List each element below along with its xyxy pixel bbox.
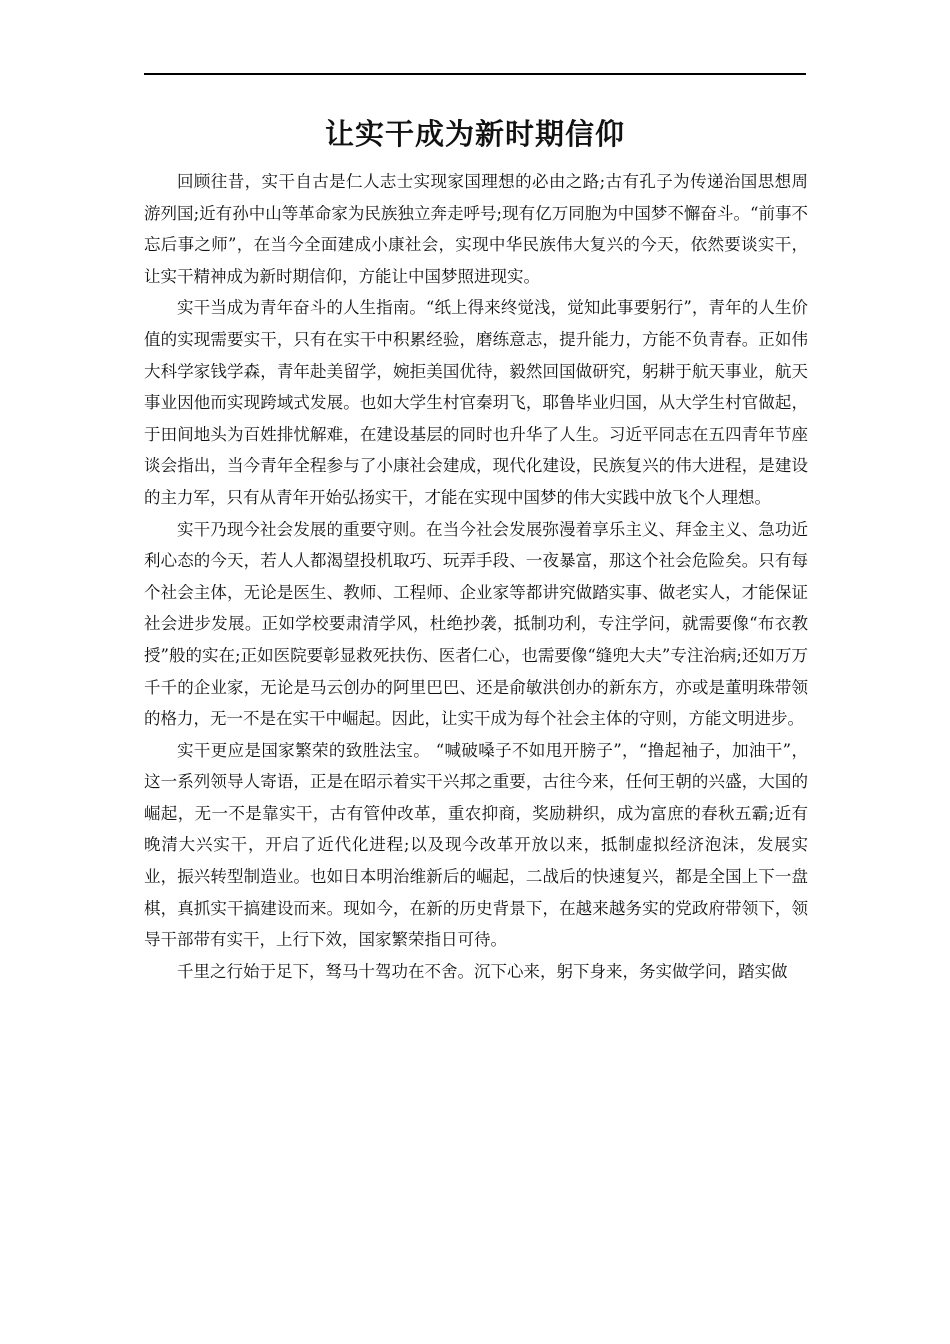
header-rule [144,73,806,75]
document-title: 让实干成为新时期信仰 [324,117,625,151]
paragraph-5: 千里之行始于足下，驽马十驾功在不舍。沉下心来，躬下身来，务实做学问，踏实做 [177,961,788,981]
document-body [144,166,808,987]
paragraph-3: 实干乃现今社会发展的重要守则。在当今社会发展弥漫着享乐主义、拜金主义、急功近利心态的今天，若人人都渴望投机取巧、玩弄手段、一夜暴富，那这个社会危险矣。只有每个社会主体，无论是医生、教师、工程师、企业家等都讲究做踏实事、做老实人，才能保证社会进步发展。正如学校要肃清学风，杜绝抄袭，抵制功利，专注学问，就需要像“布衣教授”般的实在;正如医院要彰显救死扶伤、医者仁心，也需要像“缝兜大夫”专注治病;还如万万千千的企业家，无论是马云创办的阿里巴巴、还是俞敏洪创办的新东方，亦或是董明珠带领的格力，无一不是在实干中崛起。因此，让实干成为每个社会主体的守则，方能文明进步。 [144,519,808,729]
paragraph-1: 回顾往昔，实干自古是仁人志士实现家国理想的必由之路;古有孔子为传递治国思想周游列国;近有孙中山等革命家为民族独立奔走呼号;现有亿万同胞为中国梦不懈奋斗。“前事不忘后事之师”，在当今全面建成小康社会，实现中华民族伟大复兴的今天，依然要谈实干，让实干精神成为新时期信仰，方能让中国梦照进现实。 [144,172,808,286]
paragraph-4: 实干更应是国家繁荣的致胜法宝。 “喊破嗓子不如甩开膀子”，“撸起袖子，加油干”，这一系列领导人寄语，正是在昭示着实干兴邦之重要，古往今来，任何王朝的兴盛，大国的崛起，无一不是靠实干，古有管仲改革，重农抑商，奖励耕织，成为富庶的春秋五霸;近有晚清大兴实干，开启了近代化进程;以及现今改革开放以来，抵制虚拟经济泡沫，发展实业，振兴转型制造业。也如日本明治维新后的崛起，二战后的快速复兴，都是全国上下一盘棋，真抓实干搞建设而来。现如今，在新的历史背景下，在越来越务实的党政府带领下，领导干部带有实干，上行下效，国家繁荣指日可待。 [144,740,808,950]
paragraph-2: 实干当成为青年奋斗的人生指南。“纸上得来终觉浅，觉知此事要躬行”，青年的人生价值的实现需要实干，只有在实干中积累经验，磨练意志，提升能力，方能不负青春。正如伟大科学家钱学森，青年赴美留学，婉拒美国优待，毅然回国做研究，躬耕于航天事业，航天事业因他而实现跨域式发展。也如大学生村官秦玥飞，耶鲁毕业归国，从大学生村官做起，于田间地头为百姓排忧解难，在建设基层的同时也升华了人生。习近平同志在五四青年节座谈会指出，当今青年全程参与了小康社会建成，现代化建设，民族复兴的伟大进程，是建设的主力军，只有从青年开始弘扬实干，才能在实现中国梦的伟大实践中放飞个人理想。 [144,298,808,507]
